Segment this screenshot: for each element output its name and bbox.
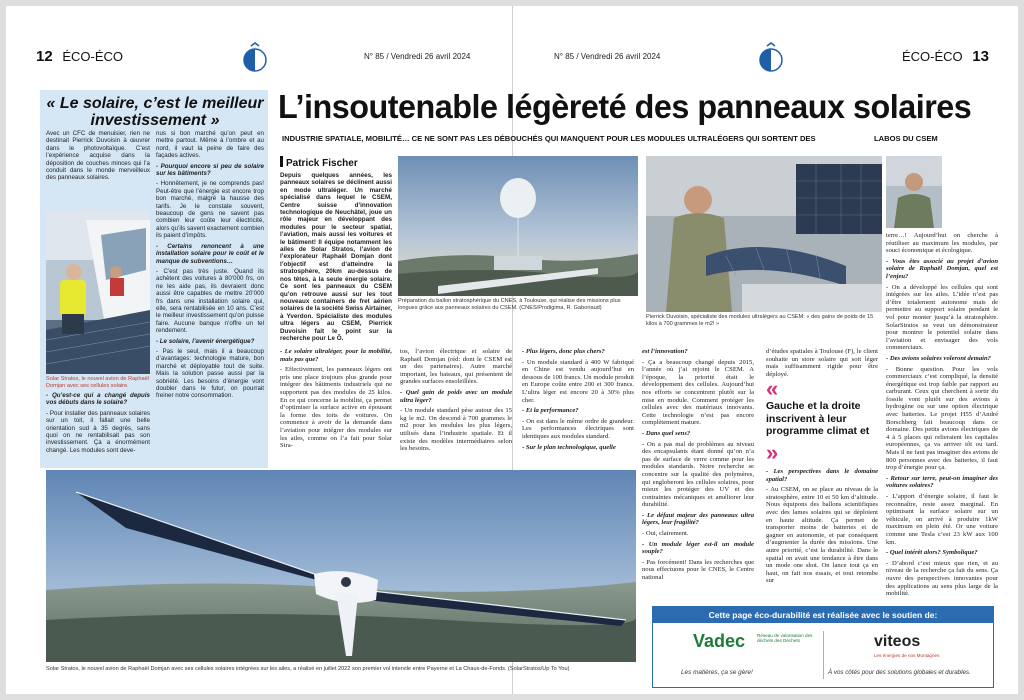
right-page-number: 13 (972, 48, 989, 65)
subhead-left: INDUSTRIE SPATIALE, MOBILITÉ… CE NE SONT PAS LES DÉBOUCHÉS QUI MANQUENT POUR LES MODULES ULTRALÉGERS QUI SORTENT DES (282, 134, 816, 143)
sidebar-column-1-cont (46, 392, 150, 466)
sponsor-box (652, 606, 994, 688)
right-section-label: ÉCO-ÉCO (902, 49, 963, 64)
interview-question: - Qu’est-ce qui a changé depuis vos débuts dans le solaire? (46, 392, 150, 407)
left-section-label: ÉCO-ÉCO (62, 49, 123, 64)
interview-question: - Le solaire, l’avenir énergétique? (156, 337, 255, 345)
vadec-subline: Réseau de valorisation des déchets des Déchets (757, 633, 813, 644)
vadec-logo-block (653, 623, 823, 687)
left-page-header (36, 48, 123, 65)
paragraph: - Un module standard à 400 W fabriqué en Chine est vendu aujourd’hui en dessous de 100 francs. Un module produit en Europe coûte entre 200 et 300 francs. L’ultra léger est encore 20 à 30% plus cher. (522, 358, 634, 404)
le-o-logo-icon (242, 42, 268, 74)
paragraph: - Ça a beaucoup changé depuis 2015, l’année où j’ai rejoint le CSEM. A l’époque, la priorité était le développement des cellules. Aujourd’hui nos efforts se concentrent plutôt sur la mise en module. Comment protéger les cellules avec des matériaux innovants. Cette technologie n’est pas encore complètement mature. (642, 358, 754, 427)
interview-question: - Plus légers, donc plus chers? (522, 348, 605, 355)
sidebar-column-1 (46, 130, 150, 208)
interview-question: - Le solaire ultraléger, pour la mobilité, mais pas que? (280, 348, 392, 363)
sidebar-photo-caption: Solar Stratos, le nouvel avion de Raphaël Domjan avec ses cellules solaire. (46, 376, 149, 389)
paragraph: - On a pas mal de problèmes au niveau des encapsulants étant donné qu’on n’a pas de surface de verre comme pour les modules standards. Notre recherche se concentre sur la qualité des polymères, qui engloberont les cellules solaires, pour mieux les protéger des UV et des contraintes mécaniques et améliorer leur durabilité. (642, 440, 754, 509)
vadec-tagline: Les matières, ça se gère! (681, 669, 753, 676)
viteos-logo-text: viteos (874, 633, 921, 650)
interview-question: - Le défaut majeur des panneaux ultra légers, leur fragilité? (642, 511, 754, 527)
interview-question: - Quel gain de poids avec un module ultra léger? (400, 388, 512, 404)
lab-photo (646, 156, 882, 312)
paragraph: - L’apport d’énergie solaire, il faut le reconnaître, reste assez marginal. En optimisant la surface solaire sur un véhicule, on arrivé à produire 1kW maximum en plein été. Or une voiture comme une Tesla c’est 23 kW aux 100 km. (886, 493, 998, 546)
interview-question: est l’innovation? (642, 348, 688, 355)
body-column-2 (400, 348, 512, 468)
paragraph: - D’abord c’est mieux que rien, et au niveau de la recherche ça fait du sens. Ça ouvre des perspectives innovantes pour des applications au sens plus large de la mobilité. (886, 559, 998, 598)
paragraph: - Pas forcément! Dans les recherches que nous effectuons pour le CNES, le Centre national (642, 558, 754, 582)
paragraph: - On a développé les cellules qui sont intégrées sur les ailes. L’idée n’est pas d’être totalement autonome mais de permettre au support solaire pendant le vol pour monter jusqu’à la stratosphère. SolarStratos se veut un démonstrateur pour montrer le potentiel solaire dans l’aviation et envisager des vols commerciaux. (886, 283, 998, 352)
interview-question: - Sur le plan technologique, quelle (522, 443, 616, 451)
quote-mark-icon: » (766, 440, 779, 465)
paragraph: - Un module standard pèse autour des 15 kg le m2. On descend à 700 grammes le m2 pour les modules les plus légers, utilisés dans l’industrie spatiale. Et il existe des modèles intermédiaires selon les besoins. (400, 407, 512, 453)
subhead-right: LABOS DU CSEM (874, 134, 938, 143)
paragraph: - Honnêtement, je ne comprends pas! Peut-être que l’énergie est encore trop bon marché, malgré la hausse des tarifs. Je le constate souvent, beaucoup de gens ne savent pas combien leur coûte leur électricité, alors qu’ils savent exactement combien ils paient d’impôts. (156, 180, 264, 240)
portrait-photo (886, 156, 942, 228)
interview-question: - Retour sur terre, peut-on imaginer des voitures solaires? (886, 474, 998, 490)
interview-question: - Et la performance? (522, 407, 579, 415)
paragraph: - Au CSEM, on se place au niveau de la stratosphère, entre 10 et 50 km d’altitude. Nous équipons des ballons scientifiques avec des lames solaires qui se déploient en haute altitude. Ça permet de transporter moins de batteries et de gagner en autonomie, et par conséquent d’augmenter la durée des missions. Une autre priorité, c’est la durabilité. Dans le spatial on avait une tendance à être dans un mode one shot. On lance tout ça en haut, on fait nos essais, et tout retombe sur (766, 486, 878, 585)
quote-mark-icon: « (766, 376, 779, 401)
viteos-subline: Les énergies de nos Montagnes (874, 653, 940, 658)
paragraph: tos, l’avion électrique et solaire de Raphaël Domjan (réd: dont le CSEM est un des partenaires). Autre marché important, les bateaux, qui présentent de grandes surfaces ensoleillées. (400, 348, 512, 386)
headline: L’insoutenable légèreté des panneaux solaires (278, 88, 972, 125)
solar-plane-caption: Solar Stratos, le nouvel avion de Raphaël Domjan avec ses cellules solaires intégrées sur les ailes, a réalisé en juillet 2022 son premier vol intervile entre Payerne et La Chaux-de-Fonds. (SolarStratos/Up To You) (46, 666, 570, 672)
body-column-4 (642, 348, 754, 606)
paragraph: d’études spatiales à Toulouse (F), le client souhaite un store solaire qui soit léger mais suffisamment rigide pour être déployé. (766, 348, 878, 378)
paragraph: Avec un CFC de menuisier, rien ne destinait Pierrick Duvoisin à œuvrer dans le photovoltaïque. C’est l’expérience acquise dans la déposition de couches minces qui l’a conduit dans le monde merveilleux des panneaux solaires. (46, 130, 150, 182)
le-o-logo-icon (758, 42, 784, 74)
paragraph: - C’est pas très juste. Quand ils achètent des voitures à 80’000 frs, on ne les aide pas, ils devraient donc aussi être capables de mettre 20’000 frs dans une installation solaire qui, elle, sera rentabilisée en 10 ans. C’est le meilleur investissement qu’on puisse faire. Aucune banque n’offre un tel rendement. (156, 267, 264, 335)
lab-photo-caption: Pierrick Duvoisin, spécialiste des modules ultralégers au CSEM: « des gains de poids de 15 kilos à 700 grammes le m2! » (646, 314, 874, 327)
paragraph: terre…! Aujourd’hui on cherche à réutiliser au maximum les modules, par souci économique et écologique. (886, 232, 998, 255)
left-issue-line: N° 85 / Vendredi 26 avril 2024 (364, 52, 471, 61)
balloon-photo (398, 156, 638, 296)
viteos-logo-block (824, 623, 993, 687)
interview-question: - Les perspectives dans le domaine spatial? (766, 468, 878, 483)
interview-question: - Un module léger est-il un module souple? (642, 540, 754, 556)
viteos-tagline: À vos côtés pour des solutions globales et durables. (828, 669, 971, 676)
paragraph: - Oui, clairement. (642, 530, 689, 538)
sidebar-title: « Le solaire, c’est le meilleur investissement » (46, 95, 264, 129)
interview-question: - Certains renoncent à une installation solaire pour le coût et le manque de subventions… (156, 242, 264, 265)
left-page-number: 12 (36, 48, 53, 65)
paragraph: - Bonne question. Pour les vols commerciaux c’est compliqué, la densité énergétique est trop faible par rapport au carburant. Ceux qui cherchent à sortir du fossile vont plutôt sur des avions à hydrogène ou sur une option électrique avec batteries. Le projet H55 d’André Borschberg fait beaucoup dans ce domaine. Des petits avions électriques de 4 à 5 places qui relieraient les capitales européennes, ça va arriver tôt ou tard. Mais il ne faut pas imaginer des avions de 800 personnes avec des batteries, il faut trop d’énergie pour ça. (886, 365, 998, 472)
paragraph: nus si bon marché qu’on peut en mettre partout. Même à l’ombre et au nord, il vaut la peine de faire des façades actives. (156, 130, 264, 160)
body-column-5-top (766, 348, 878, 378)
sidebar-column-2 (156, 130, 264, 466)
paragraph: - Pas le seul, mais il a beaucoup d’avantages: technologie mature, bon marché et déployable tout de suite. Mais la solution passe aussi par la sobriété. Les besoins d’énergie vont doubler dans le futur, on pourrait freiner notre consommation. (156, 347, 264, 400)
interview-question: - Vous êtes associé au projet d’avion solaire de Raphaël Domjan, quel est l’enjeu? (886, 257, 998, 280)
interview-question: - Quel intérêt alors? Symbolique? (886, 549, 978, 557)
interview-question: - Des avions solaires voleront demain? (886, 354, 991, 362)
newspaper-spread (6, 6, 1018, 694)
balloon-photo-caption: Préparation du ballon stratosphérique du CNES, à Toulouse, qui réalise des missions plus longues grâce aux panneaux solaires du CSEM. (CNES/Prodigima, R. Gaboriaud) (398, 298, 621, 311)
right-issue-line: N° 85 / Vendredi 26 avril 2024 (554, 52, 661, 61)
author-name: Patrick Fischer (286, 158, 358, 169)
body-column-3 (522, 348, 634, 468)
pull-quote: Gauche et la droite inscrivent à leur programme climat et (766, 400, 870, 437)
paragraph: - Effectivement, les panneaux légers ont pris une place toujours plus grande pour intégrer des bâtiments industriels qui ne supportent pas des modules de 25 kilos. En ce qui concerne la mobilité, ça permet d’optimiser la surface active en épousant la forme des toits de voitures. On commence à avoir de la demande dans l’aviation pour intégrer des modules sur les ailes, comme on l’a fait pour Solar Stra- (280, 366, 392, 450)
article-lead: Depuis quelques années, les panneaux solaires se déclinent aussi en mode ultraléger. Un marché spécialisé dans lequel le CSEM, Centre suisse d’innovation technologique de Neuchâtel, joue un rôle majeur en développant des modules pour le secteur spatial, l’aviation, mais aussi les voitures et le bâtiment! Il équipe notamment les ailes de Solar Stratos, l’avion de l’explorateur Raphaël Domjan dont l’objectif est d’atteindre la stratosphère, 20km au-dessus de nos têtes, à la seule énergie solaire. Ce sont les panneaux du CSEM qu’on retrouve aussi sur les tout nouveaux containers de fret aérien solaires de la société Swiss Airtainer, à Yverdon. Spécialiste des modules ultra légers au CSEM, Pierrick Duvoisin fait le point sur la recherche pour Le Ô. (280, 172, 392, 342)
solar-plane-photo (46, 470, 636, 662)
paragraph: - On est dans le même ordre de grandeur. Les performances électriques sont identiques aux modules standard. (522, 417, 634, 440)
body-column-5 (766, 468, 878, 604)
right-page-header (902, 48, 989, 65)
author-bar-icon (280, 156, 283, 167)
sponsor-heading: Cette page éco-durabilité est réalisée avec le soutien de: (653, 607, 993, 623)
interview-question: - Dans quel sens? (642, 429, 691, 437)
author-byline (280, 156, 358, 169)
interview-question: - Pourquoi encore si peu de solaire sur les bâtiments? (156, 162, 264, 178)
sidebar-photo (46, 210, 150, 374)
body-column-6 (886, 232, 998, 604)
body-column-1 (280, 348, 392, 468)
vadec-logo-text: Vadec (693, 631, 746, 651)
paragraph: - Pour installer des panneaux solaires sur un toit, il fallait une belle orientation sud à 35 degrés, sans quoi on ne rentabilisait pas son investissement. Ça a énormément changé. Les modules sont deve- (46, 409, 150, 454)
